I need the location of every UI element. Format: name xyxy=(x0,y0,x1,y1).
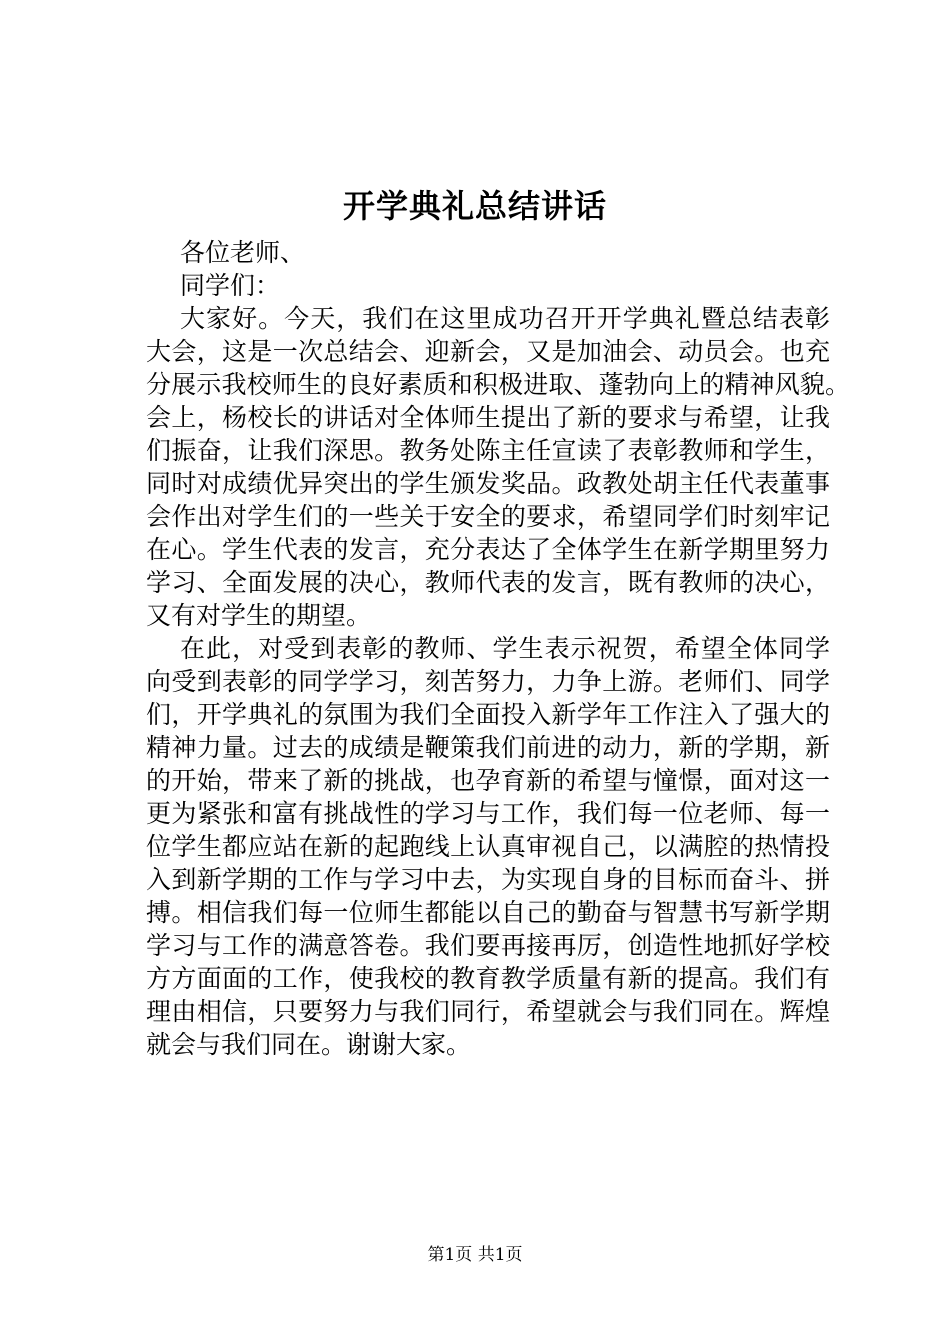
salutation-line: 各位老师、 xyxy=(180,238,306,267)
body-line: 的开始，带来了新的挑战，也孕育新的希望与憧憬，面对这一 xyxy=(146,766,830,795)
body-line: 在心。学生代表的发言，充分表达了全体学生在新学期里努力 xyxy=(146,535,830,564)
body-line: 学习与工作的满意答卷。我们要再接再厉，创造性地抓好学校 xyxy=(146,931,830,960)
body-line: 同时对成绩优异突出的学生颁发奖品。政教处胡主任代表董事 xyxy=(146,469,830,498)
body-line: 搏。相信我们每一位师生都能以自己的勤奋与智慧书写新学期 xyxy=(146,898,830,927)
document-title: 开学典礼总结讲话 xyxy=(342,187,607,225)
body-line: 位学生都应站在新的起跑线上认真审视自己，以满腔的热情投 xyxy=(146,832,830,861)
body-line: 会作出对学生们的一些关于安全的要求，希望同学们时刻牢记 xyxy=(146,502,830,531)
body-line: 大会，这是一次总结会、迎新会，又是加油会、动员会。也充 xyxy=(146,337,830,366)
body-line: 们，开学典礼的氛围为我们全面投入新学年工作注入了强大的 xyxy=(146,700,830,729)
body-line: 会上，杨校长的讲话对全体师生提出了新的要求与希望，让我 xyxy=(146,403,830,432)
body-line: 们振奋，让我们深思。教务处陈主任宣读了表彰教师和学生， xyxy=(146,436,830,465)
body-line: 学习、全面发展的决心，教师代表的发言，既有教师的决心， xyxy=(146,568,830,597)
body-line: 分展示我校师生的良好素质和积极进取、蓬勃向上的精神风貌。 xyxy=(146,370,850,399)
body-line: 在此，对受到表彰的教师、学生表示祝贺，希望全体同学 xyxy=(180,634,830,663)
body-line: 更为紧张和富有挑战性的学习与工作，我们每一位老师、每一 xyxy=(146,799,830,828)
body-line: 大家好。今天，我们在这里成功召开开学典礼暨总结表彰 xyxy=(180,304,830,333)
page-footer: 第1页 共1页 xyxy=(427,1245,523,1265)
body-line: 精神力量。过去的成绩是鞭策我们前进的动力，新的学期，新 xyxy=(146,733,830,762)
salutation-line: 同学们： xyxy=(180,271,281,300)
body-line: 入到新学期的工作与学习中去，为实现自身的目标而奋斗、拼 xyxy=(146,865,830,894)
body-line: 方方面面的工作，使我校的教育教学质量有新的提高。我们有 xyxy=(146,964,830,993)
body-line: 理由相信，只要努力与我们同行，希望就会与我们同在。辉煌 xyxy=(146,997,830,1026)
body-line: 又有对学生的期望。 xyxy=(146,601,372,630)
body-line: 向受到表彰的同学学习，刻苦努力，力争上游。老师们、同学 xyxy=(146,667,830,696)
body-line: 就会与我们同在。谢谢大家。 xyxy=(146,1030,472,1059)
